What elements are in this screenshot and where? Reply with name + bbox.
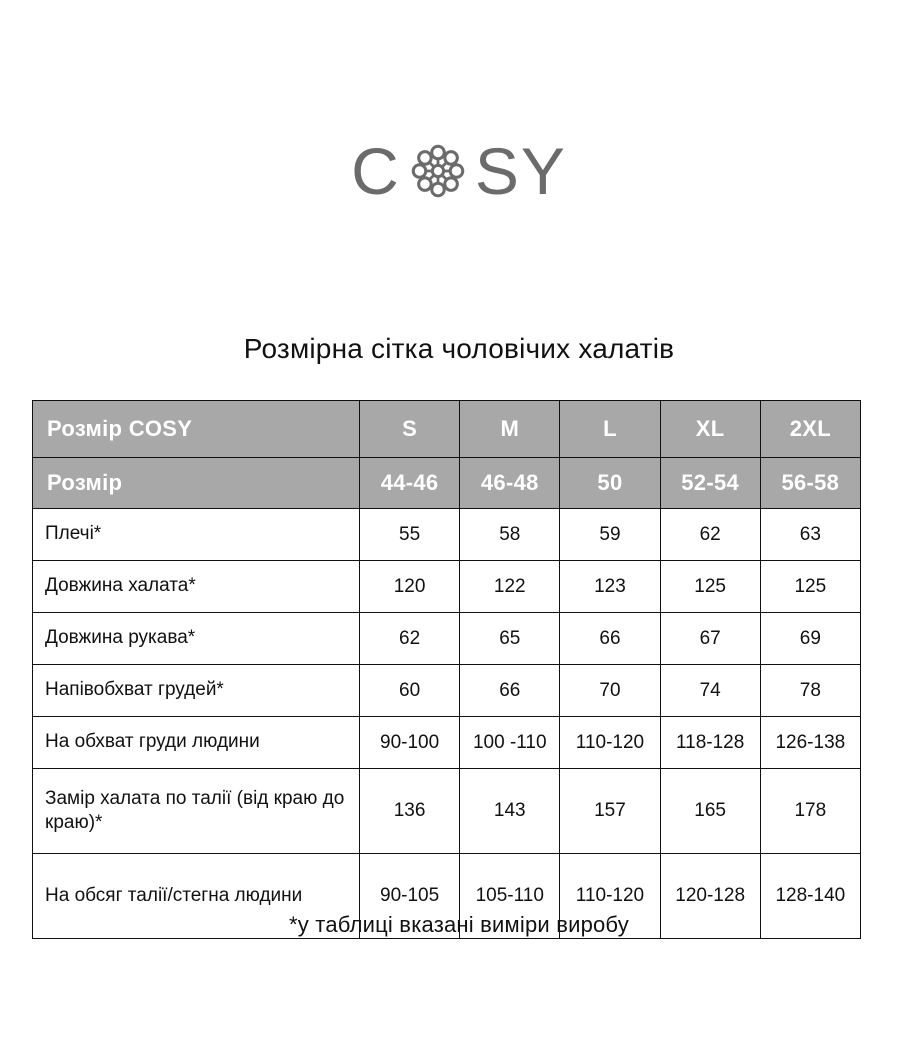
size-chart-table: [32, 400, 861, 939]
table-row: [33, 509, 861, 561]
header-label-size-cosy: Розмір COSY: [33, 401, 360, 458]
header-label-size: Розмір: [33, 458, 360, 509]
row-value: 123: [560, 561, 660, 613]
row-value: 66: [560, 613, 660, 665]
row-label: Довжина халата*: [33, 561, 360, 613]
row-value: 74: [660, 665, 760, 717]
row-value: 120-128: [660, 854, 760, 939]
row-label: На обсяг талії/стегна людини: [33, 854, 360, 939]
row-value: 58: [460, 509, 560, 561]
row-value: 105-110: [460, 854, 560, 939]
header-size-s: S: [360, 401, 460, 458]
row-value: 55: [360, 509, 460, 561]
row-label: На обхват груди людини: [33, 717, 360, 769]
table-row: [33, 769, 861, 854]
row-value: 62: [660, 509, 760, 561]
row-value: 60: [360, 665, 460, 717]
row-label: Плечі*: [33, 509, 360, 561]
row-value: 62: [360, 613, 460, 665]
header-size-m: M: [460, 401, 560, 458]
header-row-size-numbers: [33, 458, 861, 509]
size-chart-container: [32, 400, 860, 939]
table-row: [33, 613, 861, 665]
row-value: 78: [760, 665, 860, 717]
header-size-l: L: [560, 401, 660, 458]
brand-logo: [0, 128, 918, 214]
row-value: 110-120: [560, 717, 660, 769]
table-body: [33, 509, 861, 939]
row-value: 126-138: [760, 717, 860, 769]
row-value: 165: [660, 769, 760, 854]
header-sizenum-2xl: 56-58: [760, 458, 860, 509]
row-value: 122: [460, 561, 560, 613]
table-row: [33, 717, 861, 769]
row-value: 157: [560, 769, 660, 854]
row-value: 143: [460, 769, 560, 854]
row-value: 128-140: [760, 854, 860, 939]
row-value: 125: [760, 561, 860, 613]
row-value: 125: [660, 561, 760, 613]
row-value: 65: [460, 613, 560, 665]
table-row: [33, 665, 861, 717]
row-value: 70: [560, 665, 660, 717]
header-sizenum-xl: 52-54: [660, 458, 760, 509]
header-sizenum-l: 50: [560, 458, 660, 509]
row-value: 118-128: [660, 717, 760, 769]
row-value: 69: [760, 613, 860, 665]
logo-wrap: [351, 134, 567, 208]
row-label: Замір халата по талії (від краю до краю)*: [33, 769, 360, 854]
row-value: 66: [460, 665, 560, 717]
logo-letters-sy: SY: [474, 134, 567, 208]
header-size-2xl: 2XL: [760, 401, 860, 458]
table-footnote: *у таблиці вказані виміри виробу: [289, 912, 629, 937]
table-row: [33, 561, 861, 613]
flower-petal-icon: [405, 138, 471, 204]
row-value: 110-120: [560, 854, 660, 939]
table-header: [33, 401, 861, 509]
row-value: 59: [560, 509, 660, 561]
row-value: 178: [760, 769, 860, 854]
logo-letter-c: C: [351, 134, 401, 208]
row-value: 90-105: [360, 854, 460, 939]
row-value: 90-100: [360, 717, 460, 769]
row-value: 63: [760, 509, 860, 561]
row-value: 100 -110: [460, 717, 560, 769]
row-value: 120: [360, 561, 460, 613]
row-value: 136: [360, 769, 460, 854]
page-title: Розмірна сітка чоловічих халатів: [243, 332, 675, 364]
row-value: 67: [660, 613, 760, 665]
row-label: Довжина рукава*: [33, 613, 360, 665]
header-sizenum-s: 44-46: [360, 458, 460, 509]
header-sizenum-m: 46-48: [460, 458, 560, 509]
row-label: Напівобхват грудей*: [33, 665, 360, 717]
header-size-xl: XL: [660, 401, 760, 458]
header-row-size-names: [33, 401, 861, 458]
